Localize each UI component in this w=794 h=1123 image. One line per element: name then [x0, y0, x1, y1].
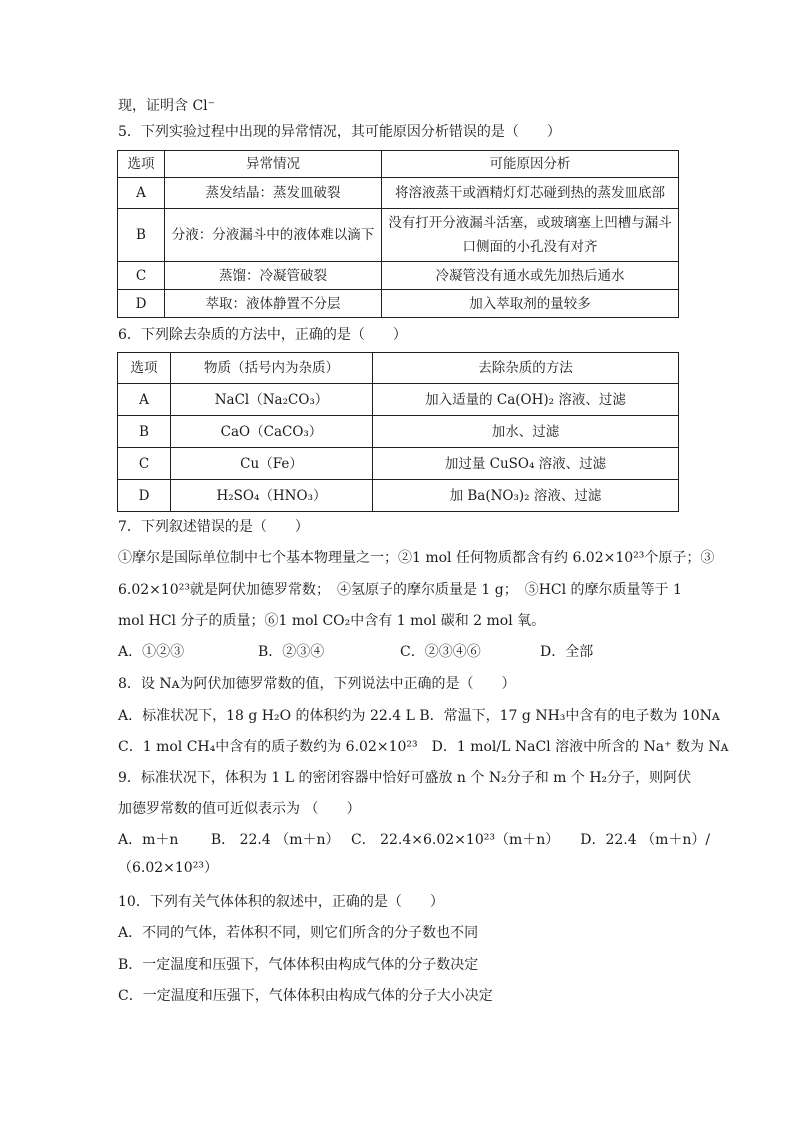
header-cell: 选项 — [118, 353, 171, 384]
question-7-statements: ①摩尔是国际单位制中七个基本物理量之一；②1 mol 任何物质都含有约 6.02×10²³个原子；③ — [118, 550, 715, 566]
q9-options-continued: （6.02×10²³） — [118, 860, 218, 876]
question-9: 9．标准状况下，体积为 1 L 的密闭容器中恰好可盛放 n 个 N₂分子和 m 个 H₂分子，则阿伏 — [118, 770, 692, 786]
table-row — [118, 416, 679, 448]
q8-options-ab: A．标准状况下，18 g H₂O 的体积约为 22.4 L B．常温下，17 g NH₃中含有的电子数为 10Nᴀ — [118, 708, 720, 724]
question-6: 6．下列除去杂质的方法中，正确的是（ ） — [118, 327, 407, 343]
table-cell: 萃取：液体静置不分层 — [165, 290, 382, 318]
table-row — [118, 290, 679, 318]
table-cell: 没有打开分液漏斗活塞，或玻璃塞上凹槽与漏斗口侧面的小孔没有对齐 — [382, 209, 679, 262]
table-cell: D — [118, 480, 171, 512]
table-cell: H₂SO₄（HNO₃） — [171, 480, 373, 512]
continued-text: 现，证明含 Cl⁻ — [118, 98, 216, 114]
table-cell: NaCl（Na₂CO₃） — [171, 384, 373, 416]
table-q5 — [117, 150, 679, 318]
table-cell: 加过量 CuSO₄ 溶液、过滤 — [373, 448, 679, 480]
q7-option-d: D．全部 — [540, 644, 594, 660]
table-cell: A — [118, 178, 165, 209]
table-row — [118, 448, 679, 480]
table-row — [118, 209, 679, 262]
question-5: 5．下列实验过程中出现的异常情况，其可能原因分析错误的是（ ） — [118, 124, 561, 140]
q7-option-b: B．②③④ — [258, 644, 325, 660]
q10-option-a: A．不同的气体，若体积不同，则它们所含的分子数也不同 — [118, 925, 479, 941]
q10-option-b: B．一定温度和压强下，气体体积由构成气体的分子数决定 — [118, 957, 479, 973]
table-cell: 分液：分液漏斗中的液体难以滴下 — [165, 209, 382, 262]
q9-options: A．m＋n B． 22.4 （m＋n） C． 22.4×6.02×10²³（m＋n） D．22.4 （m＋n）/ — [118, 832, 711, 848]
q8-options-cd: C．1 mol CH₄中含有的质子数约为 6.02×10²³ D．1 mol/L NaCl 溶液中所含的 Na⁺ 数为 Nᴀ — [118, 739, 729, 755]
header-cell: 异常情况 — [165, 151, 382, 178]
question-7-statements: mol HCl 分子的质量；⑥1 mol CO₂中含有 1 mol 碳和 2 mol 氧。 — [118, 613, 546, 629]
q10-option-c: C．一定温度和压强下，气体体积由构成气体的分子大小决定 — [118, 988, 493, 1004]
question-7-statements: 6.02×10²³就是阿伏加德罗常数； ④氢原子的摩尔质量是 1 g； ⑤HCl 的摩尔质量等于 1 — [118, 582, 682, 598]
table-cell: 加 Ba(NO₃)₂ 溶液、过滤 — [373, 480, 679, 512]
table-cell: CaO（CaCO₃） — [171, 416, 373, 448]
table-row — [118, 480, 679, 512]
table-q6 — [117, 352, 679, 512]
table-cell: 蒸发结晶：蒸发皿破裂 — [165, 178, 382, 209]
header-cell: 选项 — [118, 151, 165, 178]
table-cell: 加入适量的 Ca(OH)₂ 溶液、过滤 — [373, 384, 679, 416]
table-cell: A — [118, 384, 171, 416]
question-9: 加德罗常数的值可近似表示为 （ ） — [118, 801, 361, 817]
q7-option-c: C．②③④⑥ — [400, 644, 481, 660]
table-cell: 加入萃取剂的量较多 — [382, 290, 679, 318]
header-cell: 物质（括号内为杂质） — [171, 353, 373, 384]
table-cell: B — [118, 209, 165, 262]
question-8: 8．设 Nᴀ为阿伏加德罗常数的值，下列说法中正确的是（ ） — [118, 676, 516, 692]
question-10: 10．下列有关气体体积的叙述中，正确的是（ ） — [118, 894, 444, 910]
table-header-row — [118, 151, 679, 178]
header-cell: 可能原因分析 — [382, 151, 679, 178]
table-header-row — [118, 353, 679, 384]
header-cell: 去除杂质的方法 — [373, 353, 679, 384]
table-cell: D — [118, 290, 165, 318]
table-cell: B — [118, 416, 171, 448]
question-7: 7．下列叙述错误的是（ ） — [118, 519, 309, 535]
table-cell: C — [118, 262, 165, 290]
table-cell: 冷凝管没有通水或先加热后通水 — [382, 262, 679, 290]
table-cell: 蒸馏：冷凝管破裂 — [165, 262, 382, 290]
table-row — [118, 262, 679, 290]
table-row — [118, 178, 679, 209]
table-row — [118, 384, 679, 416]
table-cell: C — [118, 448, 171, 480]
table-cell: 加水、过滤 — [373, 416, 679, 448]
table-cell: 将溶液蒸干或酒精灯灯芯碰到热的蒸发皿底部 — [382, 178, 679, 209]
q7-option-a: A．①②③ — [118, 644, 185, 660]
table-cell: Cu（Fe） — [171, 448, 373, 480]
